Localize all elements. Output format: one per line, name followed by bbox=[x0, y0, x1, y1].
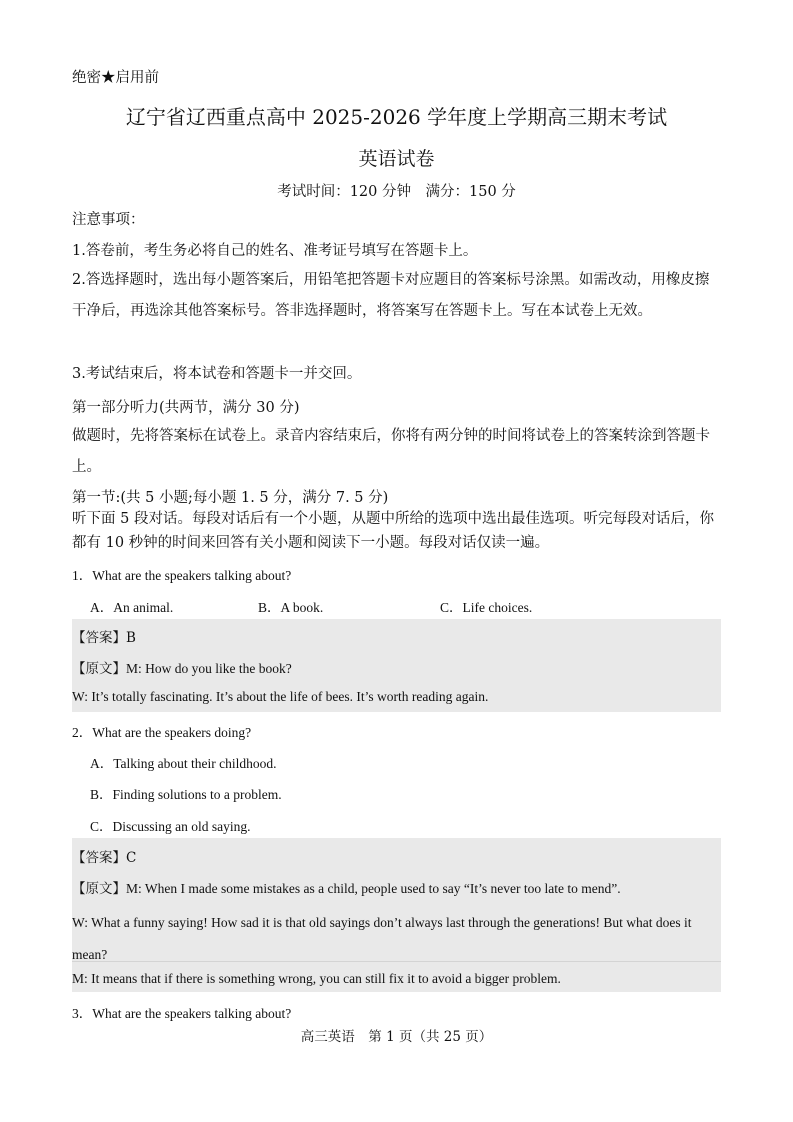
part1-instruction: 做题时，先将答案标在试卷上。录音内容结束后，你将有两分钟的时间将试卷上的答案转涂到答题卡上。 bbox=[72, 428, 710, 475]
notice-heading: 注意事项： bbox=[72, 212, 145, 228]
exam-title: 辽宁省辽西重点高中 2025-2026 学年度上学期高三期末考试 bbox=[125, 105, 668, 129]
transcript-line: 【原文】M: When I made some mistakes as a child, people used to say “It’s never too late to mend”. bbox=[72, 881, 621, 896]
section1-instruction: 听下面 5 段对话。每段对话后有一个小题，从题中所给的选项中选出最佳选项。听完每段对话后，你都有 10 秒钟的时间来回答有关小题和阅读下一小题。每段对话仅读一遍。 bbox=[72, 511, 714, 551]
transcript-line: M: It means that if there is something wrong, you can still fix it to avoid a bigger problem. bbox=[72, 971, 561, 986]
option-b: B．Finding solutions to a problem. bbox=[90, 787, 282, 802]
part1-heading: 第一部分听力(共两节，满分 30 分) bbox=[72, 400, 300, 416]
option-a: A．Talking about their childhood. bbox=[90, 756, 277, 771]
transcript-line: W: It’s totally fascinating. It’s about the life of bees. It’s worth reading again. bbox=[72, 689, 489, 704]
notice-item-1: 1.答卷前，考生务必将自己的姓名、准考证号填写在答题卡上。 bbox=[72, 243, 478, 259]
answer-label: 【答案】B bbox=[72, 630, 136, 646]
question-stem: 3．What are the speakers talking about? bbox=[72, 1006, 292, 1021]
option-c: C．Discussing an old saying. bbox=[90, 819, 251, 834]
exam-time-and-score: 考试时间：120 分钟 满分：150 分 bbox=[277, 184, 516, 200]
notice-item-2: 2.答选择题时，选出每小题答案后，用铅笔把答题卡对应题目的答案标号涂黑。如需改动，用橡皮擦干净后，再选涂其他答案标号。答非选择题时，将答案写在答题卡上。写在本试卷上无效。 bbox=[72, 272, 710, 319]
transcript-line: 【原文】M: How do you like the book? bbox=[72, 661, 292, 676]
transcript-line: W: What a funny saying! How sad it is that old sayings don’t always last through the generations! But what does it mean? bbox=[72, 915, 692, 962]
notice-item-3: 3.考试结束后，将本试卷和答题卡一并交回。 bbox=[72, 366, 362, 382]
question-stem: 1．What are the speakers talking about? bbox=[72, 568, 292, 583]
question-stem: 2．What are the speakers doing? bbox=[72, 725, 252, 740]
option-c: C．Life choices. bbox=[440, 600, 533, 615]
exam-subtitle: 英语试卷 bbox=[358, 148, 435, 170]
option-b: B．A book. bbox=[258, 600, 324, 615]
answer-label: 【答案】C bbox=[72, 850, 137, 866]
confidential-mark: 绝密★启用前 bbox=[72, 70, 159, 86]
page-footer: 高三英语 第 1 页（共 25 页） bbox=[300, 1029, 493, 1045]
option-a: A．An animal. bbox=[90, 600, 174, 615]
section1-heading: 第一节:(共 5 小题;每小题 1. 5 分，满分 7. 5 分) bbox=[72, 490, 389, 506]
